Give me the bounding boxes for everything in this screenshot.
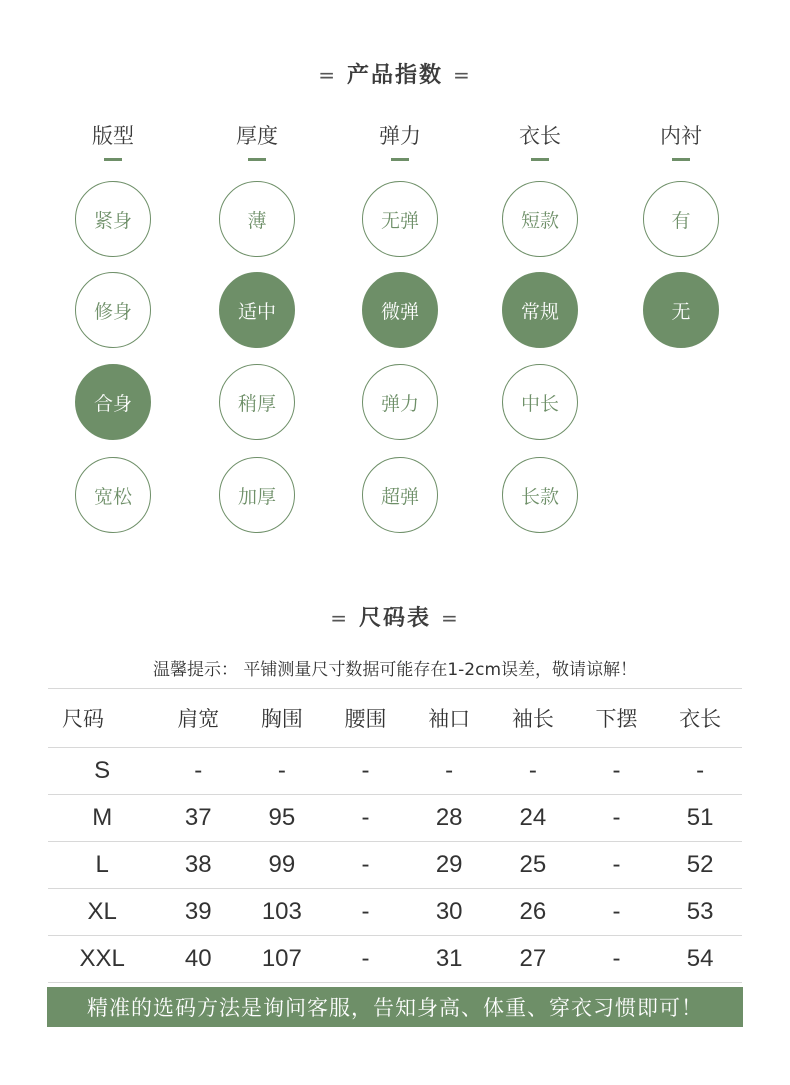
size-value-cell: 26 — [491, 889, 575, 936]
size-value-cell: 25 — [491, 842, 575, 889]
title-decoration-left: = — [318, 63, 337, 87]
index-option-circle: 无 — [643, 272, 719, 348]
index-column-2 — [350, 120, 450, 161]
size-label-cell: S — [48, 748, 156, 795]
size-value-cell: 99 — [240, 842, 324, 889]
index-column-4 — [631, 120, 731, 161]
size-label-cell: M — [48, 795, 156, 842]
index-option-circle: 中长 — [502, 364, 578, 440]
size-label-cell: XXL — [48, 936, 156, 983]
index-column-header: 版型 — [92, 124, 134, 148]
index-column-0 — [63, 120, 163, 161]
index-option-circle: 有 — [643, 181, 719, 257]
index-option-circle: 微弹 — [362, 272, 438, 348]
index-option-circle: 超弹 — [362, 457, 438, 533]
index-option-circle: 薄 — [219, 181, 295, 257]
size-value-cell: - — [324, 748, 408, 795]
table-row — [48, 936, 742, 983]
size-value-cell: - — [407, 748, 491, 795]
title-decoration-right: = — [453, 63, 472, 87]
size-value-cell: 28 — [407, 795, 491, 842]
size-title-text: 尺码表 — [358, 606, 431, 631]
size-value-cell: - — [575, 795, 659, 842]
header-underline — [104, 158, 122, 161]
size-value-cell: - — [575, 748, 659, 795]
size-label-cell: XL — [48, 889, 156, 936]
size-value-cell: 53 — [658, 889, 742, 936]
size-value-cell: 39 — [156, 889, 240, 936]
size-value-cell: 30 — [407, 889, 491, 936]
size-label-cell: L — [48, 842, 156, 889]
size-value-cell: - — [324, 795, 408, 842]
size-value-cell: - — [324, 889, 408, 936]
index-option-circle: 短款 — [502, 181, 578, 257]
size-value-cell: 40 — [156, 936, 240, 983]
table-row — [48, 795, 742, 842]
size-table-header-cell: 衣长 — [658, 689, 742, 748]
size-table-header-row — [48, 689, 742, 748]
table-row — [48, 889, 742, 936]
sizing-advice-banner: 精准的选码方法是询问客服，告知身高、体重、穿衣习惯即可！ — [47, 987, 743, 1027]
size-value-cell: - — [575, 889, 659, 936]
index-option-circle: 无弹 — [362, 181, 438, 257]
index-title-text: 产品指数 — [346, 63, 443, 88]
index-column-1 — [207, 120, 307, 161]
header-underline — [391, 158, 409, 161]
index-option-circle: 修身 — [75, 272, 151, 348]
size-value-cell: - — [156, 748, 240, 795]
size-value-cell: - — [658, 748, 742, 795]
size-table-header-cell: 肩宽 — [156, 689, 240, 748]
header-underline — [531, 158, 549, 161]
size-table-header-cell: 胸围 — [240, 689, 324, 748]
measurement-note: 温馨提示： 平铺测量尺寸数据可能存在1-2cm误差，敬请谅解！ — [152, 660, 638, 680]
size-table — [48, 688, 742, 983]
index-column-header: 弹力 — [379, 124, 421, 148]
header-underline — [248, 158, 266, 161]
size-table-body — [48, 748, 742, 983]
size-value-cell: 31 — [407, 936, 491, 983]
table-row — [48, 842, 742, 889]
size-table-header-cell: 袖口 — [407, 689, 491, 748]
size-value-cell: 95 — [240, 795, 324, 842]
index-option-circle: 常规 — [502, 272, 578, 348]
size-value-cell: 107 — [240, 936, 324, 983]
size-value-cell: - — [575, 842, 659, 889]
size-value-cell: - — [324, 936, 408, 983]
size-value-cell: 52 — [658, 842, 742, 889]
title-decoration-left: = — [330, 606, 349, 630]
size-value-cell: 103 — [240, 889, 324, 936]
size-value-cell: - — [491, 748, 575, 795]
size-section-title — [0, 601, 790, 632]
index-option-circle: 合身 — [75, 364, 151, 440]
size-table-header-cell: 袖长 — [491, 689, 575, 748]
index-column-3 — [490, 120, 590, 161]
size-value-cell: 29 — [407, 842, 491, 889]
size-value-cell: 27 — [491, 936, 575, 983]
index-option-circle: 弹力 — [362, 364, 438, 440]
size-value-cell: - — [575, 936, 659, 983]
index-section-title — [0, 58, 790, 89]
index-option-circle: 加厚 — [219, 457, 295, 533]
size-value-cell: - — [324, 842, 408, 889]
size-table-header-cell: 下摆 — [575, 689, 659, 748]
size-value-cell: 24 — [491, 795, 575, 842]
size-value-cell: 38 — [156, 842, 240, 889]
header-underline — [672, 158, 690, 161]
table-row — [48, 748, 742, 795]
index-column-header: 内衬 — [660, 124, 702, 148]
index-option-circle: 稍厚 — [219, 364, 295, 440]
size-table-header-cell: 腰围 — [324, 689, 408, 748]
size-value-cell: 54 — [658, 936, 742, 983]
title-decoration-right: = — [441, 606, 460, 630]
size-table-header-cell: 尺码 — [48, 689, 156, 748]
size-value-cell: 51 — [658, 795, 742, 842]
index-option-circle: 长款 — [502, 457, 578, 533]
index-option-circle: 紧身 — [75, 181, 151, 257]
size-value-cell: 37 — [156, 795, 240, 842]
index-option-circle: 适中 — [219, 272, 295, 348]
index-column-header: 厚度 — [236, 124, 278, 148]
index-column-header: 衣长 — [519, 124, 561, 148]
index-option-circle: 宽松 — [75, 457, 151, 533]
size-value-cell: - — [240, 748, 324, 795]
